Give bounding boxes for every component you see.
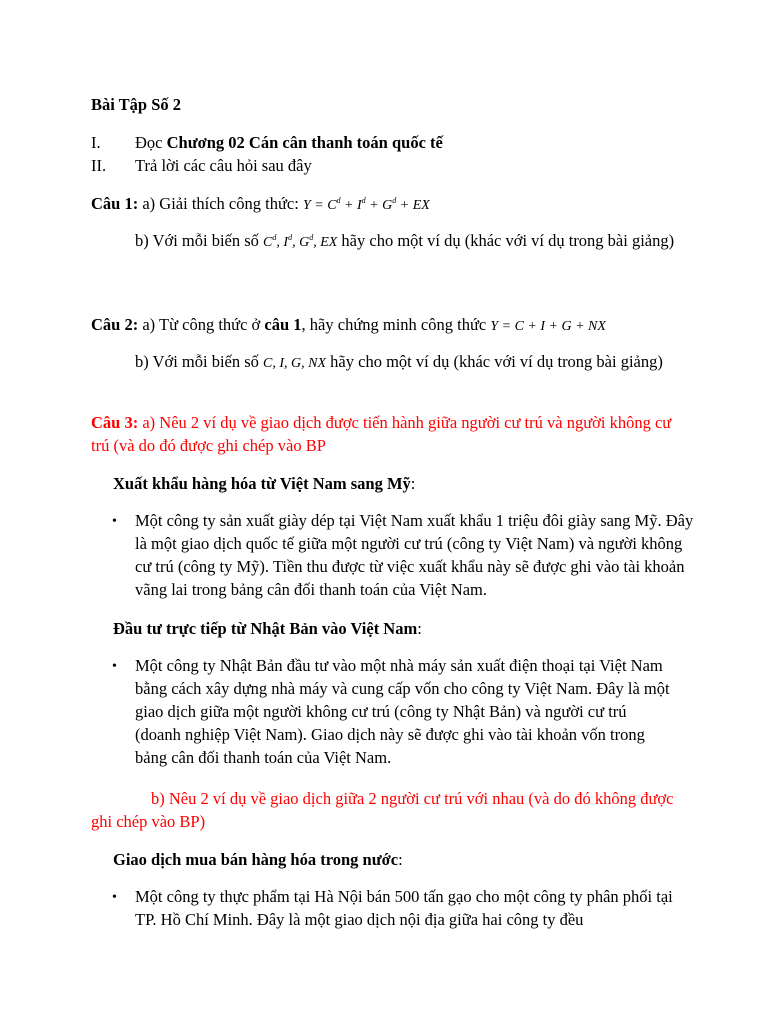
question-3-label: Câu 3: — [91, 413, 139, 432]
question-1-label: Câu 1: — [91, 194, 139, 213]
list-item-2: Trả lời các câu hỏi sau đây — [135, 156, 312, 175]
list-item-1: Đọc Chương 02 Cán cân thanh toán quốc tế — [135, 133, 443, 152]
question-3b: b) Nêu 2 ví dụ về giao dịch giữa 2 người cư trú với nhau (và do đó không được ghi chép vào BP) — [91, 789, 674, 831]
section-heading-fdi: Đầu tư trực tiếp từ Nhật Bản vào Việt Nam: — [113, 619, 422, 638]
question-2-label: Câu 2: — [91, 315, 139, 334]
variables-2: C, I, G, NX — [263, 356, 327, 371]
bullet-marker: • — [112, 890, 117, 905]
question-3a: Câu 3: a) Nêu 2 ví dụ về giao dịch được tiến hành giữa người cư trú và người không cư trú (và do đó được ghi chép vào BP — [91, 413, 672, 455]
question-1a: Câu 1: a) Giải thích công thức: $Y = C^d + I^d + G^d$ + EX — [91, 194, 430, 213]
fdi-example: Một công ty Nhật Bản đầu tư vào một nhà máy sản xuất điện thoại tại Việt Nam bằng cách xây dựng nhà máy và cung cấp vốn cho công ty Việt Nam. Đây là một giao dịch giữa một người không cư trú (công ty Nhật Bản) và người cư trú (doanh nghiệp Việt Nam). Giao dịch này sẽ được ghi vào tài khoản vốn trong bảng cân đối thanh toán của Việt Nam. — [135, 656, 670, 767]
variables-1: $C^d$, $I^d$, $G^d$, EX — [263, 233, 338, 250]
domestic-example: Một công ty thực phẩm tại Hà Nội bán 500 tấn gạo cho một công ty phân phối tại TP. Hồ Chí Minh. Đây là một giao dịch nội địa giữa hai công ty đều — [135, 887, 673, 929]
formula-2: Y = C + I + G + NX — [490, 319, 606, 334]
section-heading-domestic: Giao dịch mua bán hàng hóa trong nước: — [113, 850, 403, 869]
bullet-marker: • — [112, 514, 117, 529]
section-heading-export: Xuất khẩu hàng hóa từ Việt Nam sang Mỹ: — [113, 474, 416, 493]
question-2b: b) Với mỗi biến số C, I, G, NX hãy cho một ví dụ (khác với ví dụ trong bài giảng) — [135, 352, 663, 371]
formula-1: $Y = C^d + I^d + G^d$ + EX — [302, 196, 430, 213]
question-1b: b) Với mỗi biến số $C^d$, $I^d$, $G^d$, EX hãy cho một ví dụ (khác với ví dụ trong bài giảng) — [135, 231, 675, 250]
export-example: Một công ty sản xuất giày dép tại Việt Nam xuất khẩu 1 triệu đôi giày sang Mỹ. Đây là một giao dịch quốc tế giữa một người cư trú (công ty Việt Nam) và người không cư trú (công ty Mỹ). Tiền thu được từ việc xuất khẩu này sẽ được ghi vào tài khoản vãng lai trong bảng cân đối thanh toán của Việt Nam. — [135, 511, 694, 599]
bullet-marker: • — [112, 659, 117, 674]
list-item-2-num: II. — [91, 156, 107, 175]
page-title: Bài Tập Số 2 — [91, 95, 182, 114]
question-2a: Câu 2: a) Từ công thức ở câu 1, hãy chứng minh công thức Y = C + I + G + NX — [91, 315, 606, 334]
list-item-1-num: I. — [91, 133, 101, 152]
chapter-title: Chương 02 Cán cân thanh toán quốc tế — [166, 133, 443, 152]
